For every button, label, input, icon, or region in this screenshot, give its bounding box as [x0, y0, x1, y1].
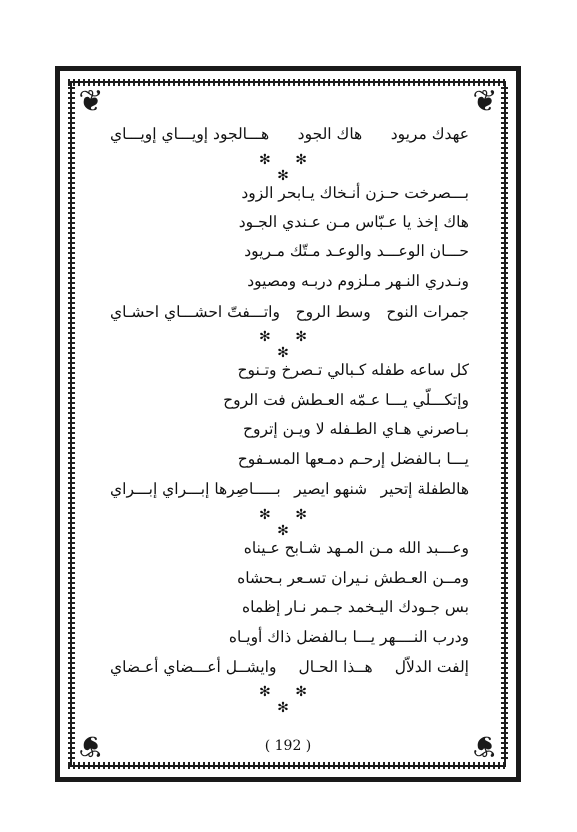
- floral-corner-icon: ❦: [78, 84, 104, 119]
- verse-line: حـــان الوعـــد والوعـد مـتّك مـريود: [244, 242, 469, 260]
- verse-part: هـــالجود إويـــاي إويـــاي: [110, 125, 270, 143]
- verse-part: واتـــفتّ احشـــاي احشـاي: [110, 303, 280, 321]
- verse-part: هــذا الحـال: [298, 658, 373, 676]
- verse-part: جمرات النوح: [386, 303, 469, 321]
- verse-line: ونـدري النـهر مـلزوم دربـه ومصيود: [247, 272, 469, 290]
- verse-line: كل ساعه طفله كـبالي تـصرخ وتـنوح: [237, 361, 469, 379]
- verse-line: بس جـودك اليـخمد جـمر نـار إظماه: [241, 598, 469, 616]
- verse-part: إلفت الدلاّل: [394, 658, 469, 676]
- verse-line: [110, 479, 469, 499]
- floral-corner-icon: ❦: [472, 728, 498, 763]
- verse-line: يـــا بـالفضل إرحـم دمـعها المسـفوح: [237, 450, 469, 468]
- verse-part: بـــــاصِرها إبـــراي إبـــراي: [110, 480, 281, 498]
- verse-part: هالطفلة إتحير: [380, 480, 469, 498]
- verse-line: وإتكـــلّي يـــا عـمّه العـطش فت الروح: [223, 391, 469, 409]
- stars-divider: ✻ ✻ ✻: [259, 152, 317, 184]
- stars-divider: ✻ ✻ ✻: [259, 507, 317, 539]
- verse-part: هاك الجود: [297, 125, 363, 143]
- verse-line: [110, 302, 469, 322]
- page-number: ( 192 ): [264, 738, 312, 754]
- verse-line: [110, 657, 469, 677]
- verse-part: وايشــل أعـــضاي أعـضاي: [110, 658, 277, 676]
- stars-divider: ✻ ✻ ✻: [259, 684, 317, 716]
- verse-line: [110, 124, 469, 144]
- verse-line: بـــصرخت حـزن أنـخاك يـابحر الزود: [241, 184, 469, 202]
- verse-line: ومــن العـطش نـيران تسـعر بـحشاه: [237, 569, 469, 587]
- verse-part: شنهو ايصير: [294, 480, 368, 498]
- verse-line: بـاصرني هـاي الطـفله لا ويـن إتروح: [243, 420, 469, 438]
- stars-divider: ✻ ✻ ✻: [259, 329, 317, 361]
- verse-line: وعـــبد الله مـن المـهد شـابح عـيناه: [243, 539, 469, 557]
- verse-line: ودرب النــــهر يـــا بـالفضل ذاك أويـاه: [228, 628, 469, 646]
- verse-part: عهدك مريود: [390, 125, 469, 143]
- floral-corner-icon: ❦: [78, 728, 104, 763]
- floral-corner-icon: ❦: [472, 84, 498, 119]
- verse-part: وسط الروح: [295, 303, 371, 321]
- verse-line: هاك إخذ يا عـبّاس مـن عـندي الجـود: [238, 213, 469, 231]
